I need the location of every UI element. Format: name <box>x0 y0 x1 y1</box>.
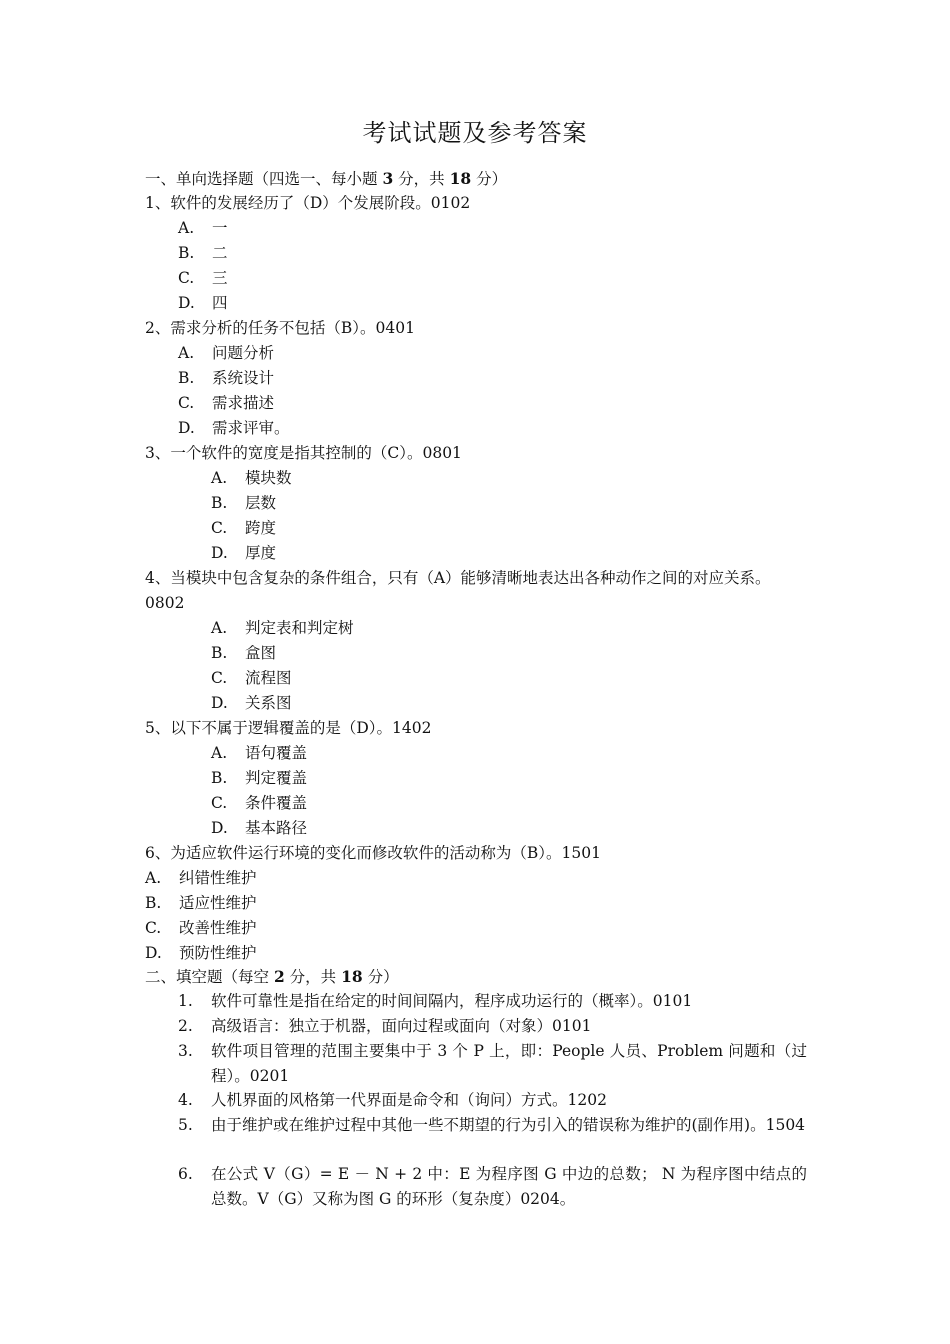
fill-number: 6. <box>178 1165 193 1183</box>
fill-item-3: 软件项目管理的范围主要集中于 3 个 P 上，即：People 人员、Problem 问题和（过程）。0201 <box>211 1042 807 1085</box>
option-text: 四 <box>212 294 228 312</box>
option-text: 判定覆盖 <box>245 769 308 787</box>
question-4: 4、当模块中包含复杂的条件组合，只有（A）能够清晰地表达出各种动作之间的对应关系。 <box>145 569 771 587</box>
fill-item-1: 软件可靠性是指在给定的时间间隔内，程序成功运行的（概率）。0101 <box>211 992 693 1010</box>
option-letter: D. <box>211 694 228 712</box>
option-5d <box>211 816 307 841</box>
option-3a <box>211 466 292 491</box>
option-1d <box>178 291 228 316</box>
points-per-question: 3 <box>382 169 394 188</box>
option-text: 二 <box>212 244 228 262</box>
question-2: 2、需求分析的任务不包括（B）。0401 <box>145 319 415 337</box>
section-heading-text: 分，共 <box>393 170 450 188</box>
option-2a <box>178 341 274 366</box>
option-letter: A. <box>211 469 228 487</box>
option-text: 系统设计 <box>212 369 275 387</box>
option-5b <box>211 766 307 791</box>
option-1a <box>178 216 228 241</box>
option-letter: A. <box>178 344 195 362</box>
fill-number: 2. <box>178 1017 193 1035</box>
fill-number: 3. <box>178 1042 193 1060</box>
option-letter: D. <box>178 294 195 312</box>
option-text: 需求评审。 <box>212 419 290 437</box>
total-points: 18 <box>449 169 472 188</box>
option-6d <box>145 941 257 966</box>
option-letter: B. <box>178 369 195 387</box>
option-letter: D. <box>211 544 228 562</box>
option-letter: D. <box>211 819 228 837</box>
option-text: 改善性维护 <box>179 919 257 937</box>
option-text: 纠错性维护 <box>179 869 257 887</box>
option-letter: C. <box>211 669 228 687</box>
option-6c <box>145 916 257 941</box>
option-text: 关系图 <box>245 694 292 712</box>
fill-item-2: 高级语言：独立于机器，面向过程或面向（对象）0101 <box>211 1017 592 1035</box>
total-points: 18 <box>341 967 363 986</box>
option-6b <box>145 891 257 916</box>
option-3d <box>211 541 276 566</box>
option-1b <box>178 241 228 266</box>
option-letter: B. <box>145 894 162 912</box>
option-letter: C. <box>178 394 195 412</box>
option-4a <box>211 616 354 641</box>
option-letter: C. <box>211 519 228 537</box>
fill-number: 1. <box>178 992 193 1010</box>
option-letter: D. <box>145 944 162 962</box>
section-heading-fill <box>145 964 399 990</box>
question-3: 3、一个软件的宽度是指其控制的（C）。0801 <box>145 444 462 462</box>
option-2b <box>178 366 274 391</box>
option-text: 跨度 <box>245 519 277 537</box>
fill-item-6: 在公式 V（G）= E － N + 2 中：E 为程序图 G 中边的总数； N 为程序图中结点的总数。V（G）又称为图 G 的环形（复杂度）0204。 <box>211 1165 807 1208</box>
option-text: 层数 <box>245 494 277 512</box>
option-letter: A. <box>178 219 195 237</box>
section-heading-text: 分，共 <box>284 968 342 986</box>
option-letter: C. <box>211 794 228 812</box>
section-heading-text: 分） <box>471 170 508 188</box>
option-letter: A. <box>211 744 228 762</box>
option-text: 适应性维护 <box>179 894 257 912</box>
section-heading-choice <box>145 166 507 192</box>
question-5: 5、以下不属于逻辑覆盖的是（D）。1402 <box>145 719 432 737</box>
section-heading-text: 二、填空题（每空 <box>145 968 274 986</box>
question-6: 6、为适应软件运行环境的变化而修改软件的活动称为（B）。1501 <box>145 844 601 862</box>
fill-number: 4. <box>178 1091 193 1109</box>
option-text: 判定表和判定树 <box>245 619 354 637</box>
section-heading-text: 一、单向选择题（四选一、每小题 <box>145 170 383 188</box>
option-5a <box>211 741 307 766</box>
fill-number: 5. <box>178 1116 193 1134</box>
option-1c <box>178 266 228 291</box>
option-4d <box>211 691 292 716</box>
option-text: 基本路径 <box>245 819 308 837</box>
option-3b <box>211 491 276 516</box>
option-text: 需求描述 <box>212 394 275 412</box>
question-4-code: 0802 <box>145 594 185 612</box>
option-text: 厚度 <box>245 544 277 562</box>
option-4c <box>211 666 292 691</box>
option-letter: B. <box>211 644 228 662</box>
option-letter: B. <box>178 244 195 262</box>
option-letter: D. <box>178 419 195 437</box>
option-text: 一 <box>212 219 228 237</box>
option-2c <box>178 391 274 416</box>
option-2d <box>178 416 290 441</box>
option-5c <box>211 791 307 816</box>
option-letter: A. <box>145 869 162 887</box>
option-text: 流程图 <box>245 669 292 687</box>
option-letter: B. <box>211 769 228 787</box>
option-text: 问题分析 <box>212 344 275 362</box>
option-letter: C. <box>145 919 162 937</box>
option-3c <box>211 516 276 541</box>
option-text: 盒图 <box>245 644 277 662</box>
option-letter: B. <box>211 494 228 512</box>
points-per-blank: 2 <box>273 967 285 986</box>
option-letter: A. <box>211 619 228 637</box>
question-1: 1、软件的发展经历了（D）个发展阶段。0102 <box>145 194 471 212</box>
option-letter: C. <box>178 269 195 287</box>
option-6a <box>145 866 257 891</box>
option-text: 三 <box>212 269 228 287</box>
fill-item-5: 由于维护或在维护过程中其他一些不期望的行为引入的错误称为维护的(副作用)。1504 <box>211 1116 806 1134</box>
option-text: 条件覆盖 <box>245 794 308 812</box>
section-heading-text: 分） <box>362 968 399 986</box>
page-title: 考试试题及参考答案 <box>362 119 588 147</box>
option-text: 语句覆盖 <box>245 744 308 762</box>
fill-item-4: 人机界面的风格第一代界面是命令和（询问）方式。1202 <box>211 1091 607 1109</box>
option-text: 模块数 <box>245 469 292 487</box>
option-text: 预防性维护 <box>179 944 257 962</box>
option-4b <box>211 641 276 666</box>
